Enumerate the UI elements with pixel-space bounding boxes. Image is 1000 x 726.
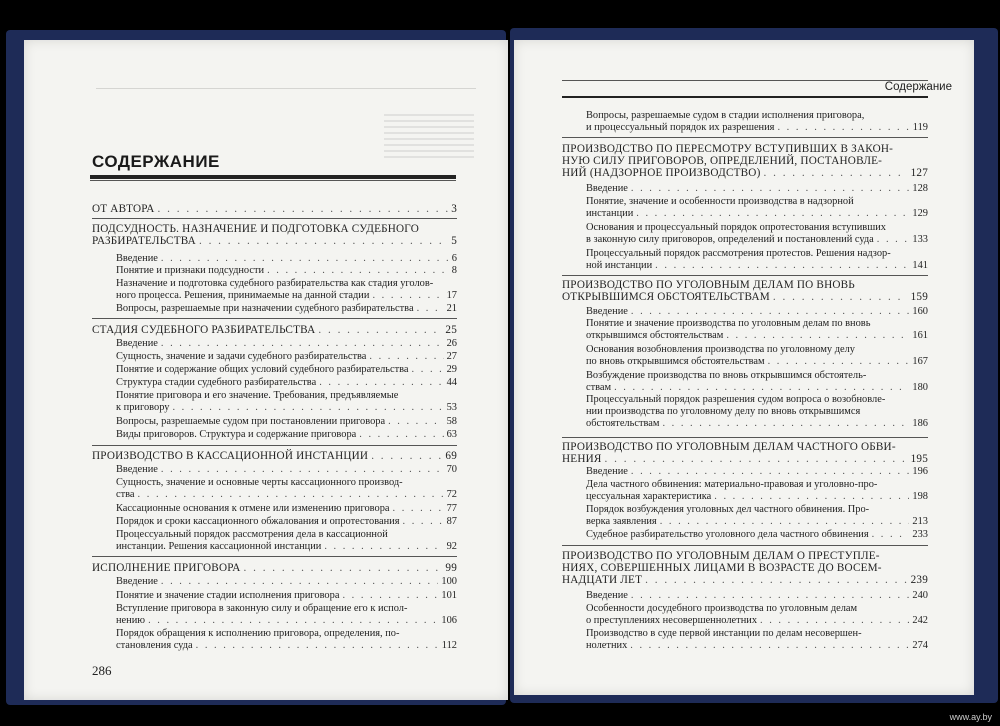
toc-entry-title: по вновь открывшимся обстоятельствам — [586, 356, 765, 368]
toc-entry — [562, 143, 928, 180]
leader-dots — [631, 466, 910, 478]
toc-entry-title: к приговору — [116, 402, 170, 414]
leader-dots — [148, 615, 438, 627]
toc-entry-title: СТАДИЯ СУДЕБНОГО РАЗБИРАТЕЛЬСТВА — [92, 324, 316, 336]
toc-page-number: 128 — [912, 183, 928, 194]
toc-page-number: 239 — [910, 574, 928, 587]
toc-entry-title: ПРОИЗВОДСТВО ПО УГОЛОВНЫМ ДЕЛАМ О ПРЕСТУПЛЕ- — [562, 550, 880, 562]
leader-dots — [158, 203, 449, 215]
toc-entry — [92, 223, 457, 247]
toc-entry — [586, 222, 928, 246]
page-title: СОДЕРЖАНИЕ — [92, 152, 220, 171]
toc-page-number: 133 — [912, 234, 928, 246]
toc-entry-title: Введение — [116, 576, 158, 587]
toc-entry-title: Введение — [586, 306, 628, 317]
leader-dots — [662, 418, 909, 430]
toc-entry-title: Понятие, значение и особенности производства в надзорной — [586, 196, 854, 207]
leader-dots — [196, 640, 439, 652]
toc-entry-title: Понятие приговора и его значение. Требования, предъявляемые — [116, 390, 399, 401]
leader-dots — [417, 303, 444, 315]
toc-entry-title: Особенности досудебного производства по уголовным делам — [586, 603, 858, 614]
leader-dots — [773, 291, 908, 303]
title-rule-thin — [90, 180, 456, 181]
header-rule-thick — [562, 96, 928, 98]
toc-entry — [116, 529, 457, 553]
toc-page-number: 17 — [446, 290, 457, 302]
leader-dots — [138, 489, 444, 501]
toc-entry-title: обстоятельствам — [586, 418, 660, 430]
toc-entry — [562, 441, 928, 465]
toc-entry-title: в законную силу приговоров, определений и постановлений суда — [586, 234, 874, 246]
toc-page-number: 21 — [446, 303, 457, 314]
leader-dots — [630, 640, 909, 652]
header-rule — [562, 80, 928, 81]
section-divider — [562, 137, 928, 138]
toc-entry — [116, 278, 457, 302]
bleed-through-text — [96, 88, 476, 89]
toc-entry-title: Понятие и содержание общих условий судебного разбирательства — [116, 364, 409, 375]
toc-entry — [116, 364, 457, 376]
toc-entry-title: Введение — [116, 338, 158, 349]
leader-dots — [161, 576, 439, 588]
toc-page-number: 63 — [446, 429, 457, 440]
toc-entry — [116, 377, 457, 389]
leader-dots — [393, 503, 444, 515]
toc-entry — [586, 183, 928, 195]
toc-page-number: 112 — [441, 640, 457, 652]
toc-entry — [586, 110, 928, 134]
toc-entry-title: Судебное разбирательство уголовного дела частного обвинения — [586, 529, 869, 540]
toc-entry — [586, 196, 928, 220]
leader-dots — [371, 450, 442, 462]
toc-entry — [116, 338, 457, 350]
leader-dots — [359, 429, 443, 441]
toc-entry-title: Введение — [116, 253, 158, 264]
toc-page-number: 101 — [441, 590, 457, 601]
toc-page-number: 44 — [446, 377, 457, 388]
toc-page-number: 99 — [445, 562, 457, 574]
toc-entry-title: ИСПОЛНЕНИЕ ПРИГОВОРА — [92, 562, 241, 574]
leader-dots — [877, 234, 910, 246]
toc-entry — [116, 390, 457, 414]
toc-entry-title: ствам — [586, 382, 612, 394]
leader-dots — [161, 464, 444, 476]
toc-entry-title: Производство в суде первой инстанции по делам несовершен- — [586, 628, 862, 639]
toc-entry-title: Понятие и признаки подсудности — [116, 265, 265, 276]
toc-entry — [586, 603, 928, 627]
toc-entry — [586, 248, 928, 272]
toc-entry — [116, 590, 457, 602]
toc-page-number: 26 — [446, 338, 457, 349]
leader-dots — [267, 265, 449, 277]
toc-page-number: 195 — [910, 453, 928, 466]
toc-entry-title: Понятие и значение стадии исполнения приговора — [116, 590, 340, 601]
toc-entry-title: Порядок обращения к исполнению приговора, определения, по- — [116, 628, 400, 639]
toc-page-number: 3 — [451, 203, 457, 215]
toc-entry-title: нению — [116, 615, 146, 627]
toc-page-number: 233 — [912, 529, 928, 540]
toc-entry — [586, 394, 928, 431]
leader-dots — [655, 260, 909, 272]
leader-dots — [872, 529, 910, 541]
toc-entry-title: Введение — [586, 590, 628, 601]
leader-dots — [199, 235, 448, 247]
toc-entry-title: Вопросы, разрешаемые судом при постановлении приговора — [116, 416, 386, 427]
toc-entry — [586, 318, 928, 342]
toc-entry — [92, 324, 457, 336]
toc-entry-title: становления суда — [116, 640, 193, 652]
toc-entry — [562, 550, 928, 587]
leader-dots — [764, 167, 908, 179]
leader-dots — [342, 590, 438, 602]
toc-entry — [586, 306, 928, 318]
toc-entry — [116, 265, 457, 277]
toc-page-number: 161 — [912, 330, 928, 342]
toc-entry — [116, 416, 457, 428]
toc-entry — [116, 303, 457, 315]
bleed-through-text — [384, 110, 474, 160]
toc-entry-title: инстанции. Решения кассационной инстанции — [116, 541, 322, 553]
toc-entry-title: ПРОИЗВОДСТВО ПО УГОЛОВНЫМ ДЕЛАМ ПО ВНОВЬ — [562, 279, 855, 291]
toc-entry — [586, 466, 928, 478]
toc-entry — [116, 628, 457, 652]
toc-entry-title: ства — [116, 489, 135, 501]
toc-entry-title: ного процесса. Решения, принимаемые на данной стадии — [116, 290, 370, 302]
toc-page-number: 159 — [910, 291, 928, 304]
section-divider — [92, 445, 457, 446]
toc-entry-title: Порядок и сроки кассационного обжалования и опротестования — [116, 516, 400, 527]
toc-entry — [116, 503, 457, 515]
toc-entry — [92, 450, 457, 462]
toc-entry-title: ОТ АВТОРА — [92, 203, 155, 215]
toc-entry-title: Основания возобновления производства по уголовному делу — [586, 344, 855, 355]
toc-page-number: 129 — [912, 208, 928, 220]
leader-dots — [777, 122, 909, 134]
toc-entry — [92, 203, 457, 215]
toc-entry-title: ПРОИЗВОДСТВО В КАССАЦИОННОЙ ИНСТАНЦИИ — [92, 450, 369, 462]
page-number: 286 — [92, 663, 112, 678]
leader-dots — [660, 516, 910, 528]
toc-entry — [116, 516, 457, 528]
toc-entry-title: Дела частного обвинения: материально-правовая и уголовно-про- — [586, 479, 878, 490]
section-divider — [562, 275, 928, 276]
toc-entry — [116, 429, 457, 441]
watermark: www.ay.by — [949, 712, 992, 722]
leader-dots — [768, 356, 910, 368]
leader-dots — [319, 377, 443, 389]
toc-entry — [562, 279, 928, 303]
section-divider — [562, 437, 928, 438]
section-divider — [92, 318, 457, 319]
leader-dots — [645, 574, 907, 586]
toc-page-number: 69 — [445, 450, 457, 462]
toc-page-number: 180 — [912, 382, 928, 394]
toc-entry-title: Понятие и значение производства по уголовным делам по вновь — [586, 318, 871, 329]
toc-page-number: 274 — [912, 640, 928, 652]
toc-entry-title: НИЯХ, СОВЕРШЕННЫХ ЛИЦАМИ В ВОЗРАСТЕ ДО ВОСЕМ- — [562, 562, 882, 575]
leader-dots — [244, 562, 443, 574]
toc-entry-title: Структура стадии судебного разбирательства — [116, 377, 317, 388]
toc-entry-title: Сущность, значение и основные черты кассационного производ- — [116, 477, 403, 488]
running-header: Содержание — [884, 81, 952, 93]
toc-page-number: 25 — [445, 324, 457, 336]
toc-entry-title: Введение — [586, 466, 628, 477]
toc-page-number: 196 — [912, 466, 928, 477]
toc-entry — [586, 504, 928, 528]
toc-entry-title: Возбуждение производства по вновь открывшимся обстоятель- — [586, 370, 867, 381]
toc-page-number: 127 — [910, 167, 928, 180]
title-rule — [90, 175, 456, 179]
toc-entry-title: РАЗБИРАТЕЛЬСТВА — [92, 235, 196, 248]
toc-page-number: 58 — [446, 416, 457, 427]
toc-page-number: 100 — [441, 576, 457, 587]
toc-page-number: 53 — [446, 402, 457, 414]
toc-entry-title: цессуальная характеристика — [586, 491, 712, 503]
leader-dots — [318, 324, 442, 336]
toc-page-number: 29 — [446, 364, 457, 375]
toc-entry-title: Сущность, значение и задачи судебного разбирательства — [116, 351, 367, 362]
toc-entry-title: Вопросы, разрешаемые судом в стадии исполнения приговора, — [586, 110, 865, 121]
toc-page-number: 198 — [912, 491, 928, 503]
leader-dots — [636, 208, 909, 220]
toc-entry-title: Вопросы, разрешаемые при назначении судебного разбирательства — [116, 303, 414, 314]
toc-entry — [116, 603, 457, 627]
toc-entry-title: Процессуальный порядок рассмотрения протестов. Решения надзор- — [586, 248, 891, 259]
toc-page-number: 77 — [446, 503, 457, 514]
section-divider — [562, 545, 928, 546]
toc-entry — [586, 529, 928, 541]
toc-page-number: 160 — [912, 306, 928, 317]
toc-entry-title: НАДЦАТИ ЛЕТ — [562, 574, 643, 587]
toc-entry-title: ОТКРЫВШИМСЯ ОБСТОЯТЕЛЬСТВАМ — [562, 291, 770, 304]
leader-dots — [388, 416, 444, 428]
toc-page-number: 27 — [446, 351, 457, 362]
toc-page-number: 167 — [912, 356, 928, 368]
toc-page-number: 240 — [912, 590, 928, 601]
toc-entry-title: открывшимся обстоятельствам — [586, 330, 724, 342]
toc-entry-title: нии производства по уголовному делу по вновь открывшимся — [586, 406, 861, 418]
leader-dots — [614, 382, 909, 394]
toc-entry — [586, 370, 928, 394]
toc-entry-title: верка заявления — [586, 516, 657, 528]
toc-page-number: 119 — [912, 122, 928, 134]
leader-dots — [631, 183, 910, 195]
leader-dots — [605, 453, 908, 465]
leader-dots — [714, 491, 909, 503]
toc-page-number: 106 — [441, 615, 457, 627]
toc-entry-title: Введение — [116, 464, 158, 475]
leader-dots — [631, 590, 910, 602]
section-divider — [92, 556, 457, 557]
leader-dots — [324, 541, 443, 553]
toc-page-number: 87 — [446, 516, 457, 527]
section-divider — [92, 218, 457, 219]
toc-entry-title: НИЙ (НАДЗОРНОЕ ПРОИЗВОДСТВО) — [562, 167, 761, 180]
leader-dots — [161, 253, 449, 265]
toc-entry-title: НУЮ СИЛУ ПРИГОВОРОВ, ОПРЕДЕЛЕНИЙ, ПОСТАНОВЛЕ- — [562, 155, 883, 168]
toc-entry-title: и процессуальный порядок их разрешения — [586, 122, 775, 134]
toc-entry-title: Вступление приговора в законную силу и обращение его к испол- — [116, 603, 408, 614]
toc-page-number: 72 — [446, 489, 457, 501]
toc-entry-title: ПРОИЗВОДСТВО ПО ПЕРЕСМОТРУ ВСТУПИВШИХ В ЗАКОН- — [562, 143, 894, 155]
toc-page-number: 242 — [912, 615, 928, 627]
toc-entry-title: Виды приговоров. Структура и содержание приговора — [116, 429, 357, 440]
leader-dots — [172, 402, 443, 414]
toc-entry-title: Порядок возбуждения уголовных дел частного обвинения. Про- — [586, 504, 870, 515]
toc-entry-title: Основания и процессуальный порядок опротестования вступивших — [586, 222, 886, 233]
leader-dots — [760, 615, 909, 627]
leader-dots — [372, 290, 443, 302]
toc-page-number: 6 — [451, 253, 457, 264]
toc-entry — [586, 590, 928, 602]
leader-dots — [726, 330, 909, 342]
toc-entry-title: ной инстанции — [586, 260, 653, 272]
toc-entry — [116, 464, 457, 476]
toc-entry-title: Процессуальный порядок разрешения судом вопроса о возобновле- — [586, 394, 886, 405]
toc-entry-title: ПРОИЗВОДСТВО ПО УГОЛОВНЫМ ДЕЛАМ ЧАСТНОГО ОБВИ- — [562, 441, 896, 453]
toc-page-number: 141 — [912, 260, 928, 272]
toc-entry-title: Процессуальный порядок рассмотрения дела в кассационной — [116, 529, 388, 540]
leader-dots — [161, 338, 444, 350]
leader-dots — [403, 516, 444, 528]
toc-page-number: 5 — [451, 235, 457, 248]
toc-entry — [92, 562, 457, 574]
toc-entry — [116, 253, 457, 265]
toc-entry-title: о преступлениях несовершеннолетних — [586, 615, 758, 627]
toc-page-number: 186 — [912, 418, 928, 430]
toc-entry — [116, 576, 457, 588]
toc-page-number: 213 — [912, 516, 928, 528]
toc-entry-title: ПОДСУДНОСТЬ. НАЗНАЧЕНИЕ И ПОДГОТОВКА СУДЕБНОГО — [92, 223, 419, 235]
toc-entry — [586, 628, 928, 652]
leader-dots — [369, 351, 443, 363]
toc-entry-title: Кассационные основания к отмене или изменению приговора — [116, 503, 390, 514]
toc-page-number: 70 — [446, 464, 457, 475]
leader-dots — [412, 364, 444, 376]
toc-entry-title: Введение — [586, 183, 628, 194]
toc-entry-title: нолетних — [586, 640, 628, 652]
toc-page-number: 92 — [446, 541, 457, 553]
leader-dots — [631, 306, 910, 318]
toc-entry — [586, 344, 928, 368]
toc-entry — [586, 479, 928, 503]
toc-page-number: 8 — [451, 265, 457, 276]
toc-entry — [116, 477, 457, 501]
toc-entry-title: инстанции — [586, 208, 634, 220]
toc-entry — [116, 351, 457, 363]
toc-entry-title: Назначение и подготовка судебного разбирательства как стадия уголов- — [116, 278, 434, 289]
toc-entry-title: НЕНИЯ — [562, 453, 602, 466]
